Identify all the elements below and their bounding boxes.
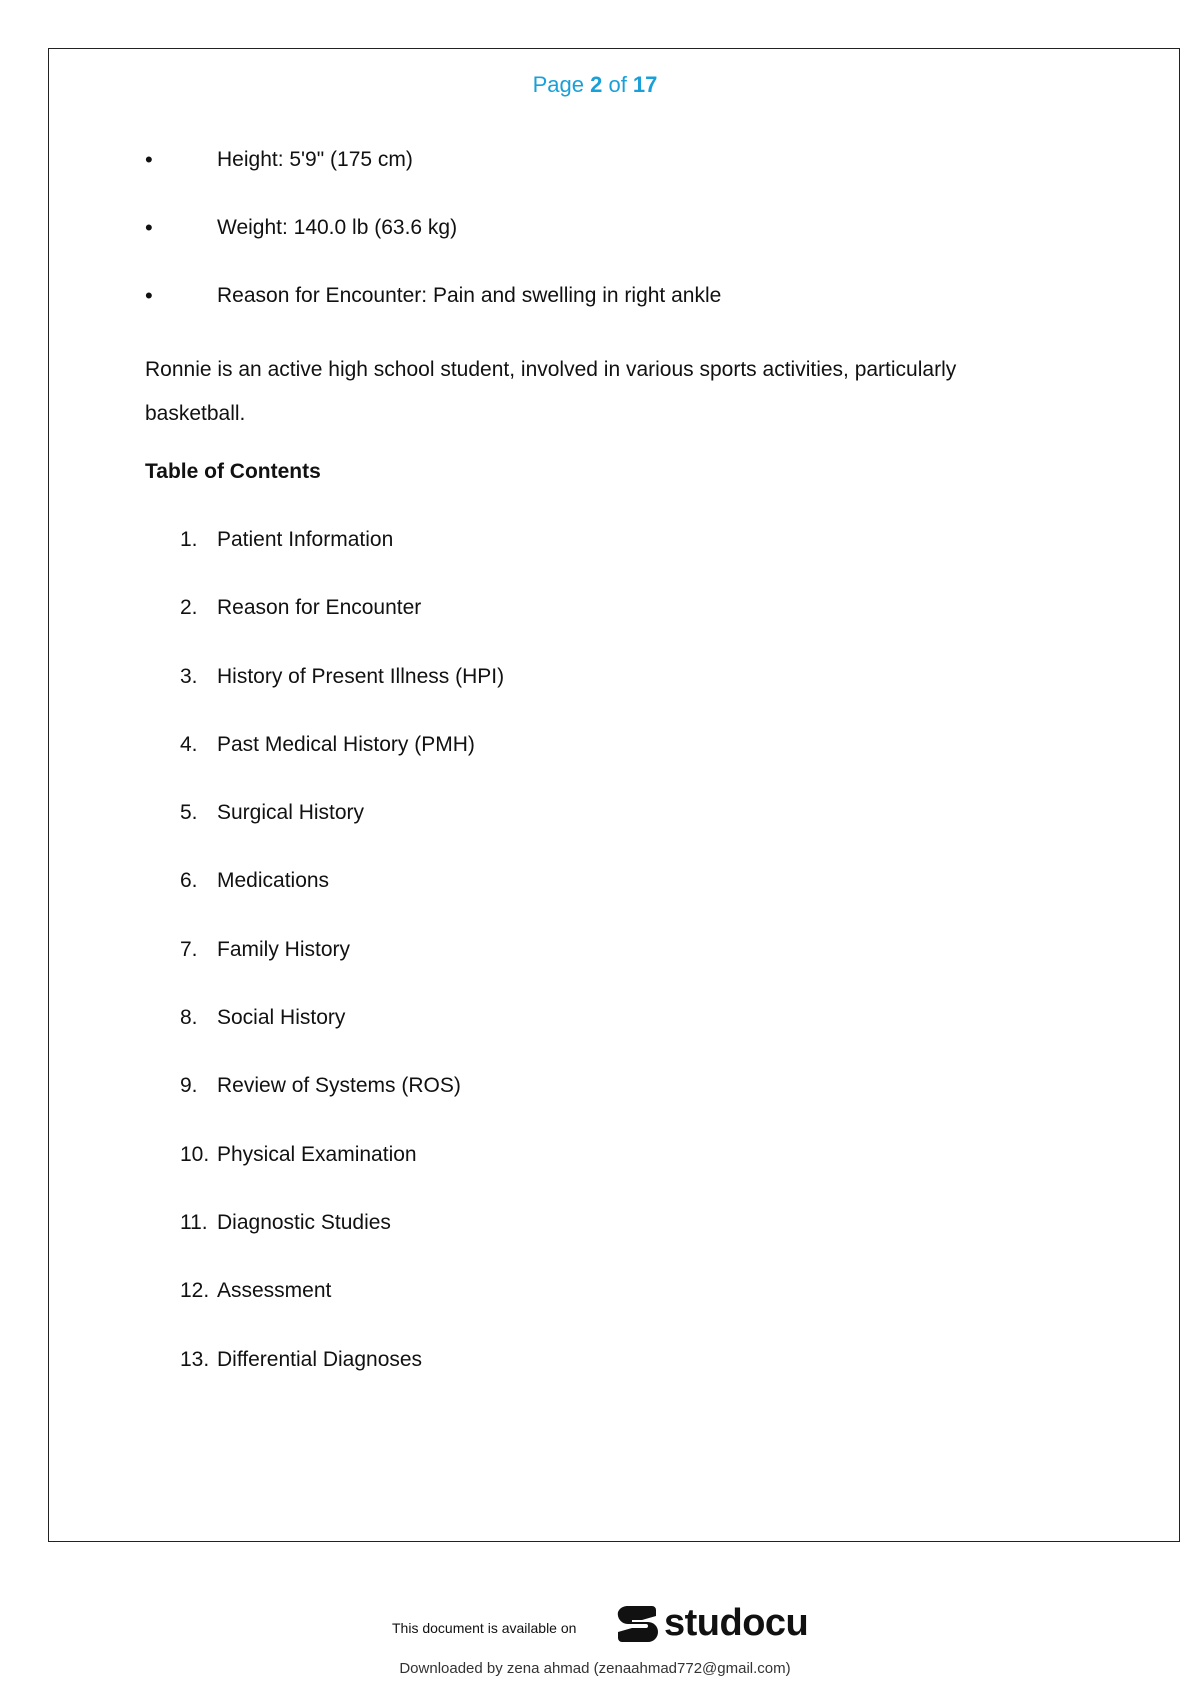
bullet-text: Height: 5'9" (175 cm) [217, 148, 413, 171]
toc-item-number: 6. [180, 869, 198, 893]
footer-downloaded-text: Downloaded by zena ahmad (zenaahmad772@gmail.com) [399, 1660, 791, 1677]
page-total: 17 [632, 72, 658, 97]
toc-item-number: 9. [180, 1074, 198, 1098]
toc-item-label: Past Medical History (PMH) [217, 732, 475, 756]
toc-item-number: 11. [180, 1210, 208, 1234]
toc-item-label: Diagnostic Studies [217, 1210, 391, 1234]
bullet-dot: • [145, 283, 153, 308]
page-of: of [602, 72, 633, 97]
toc-item [180, 869, 504, 937]
toc-item-label: Reason for Encounter [217, 596, 422, 620]
toc-item-label: Physical Examination [217, 1142, 417, 1166]
toc-item-number: 12. [180, 1279, 210, 1303]
toc-item-number: 2. [180, 596, 198, 620]
page-number [0, 72, 1190, 98]
toc-item-number: 7. [180, 937, 198, 961]
toc-item [180, 1143, 504, 1211]
studocu-logo-icon[interactable] [612, 1602, 660, 1650]
toc-item-label: Family History [217, 937, 351, 961]
toc-item-number: 1. [180, 528, 198, 551]
bullet-dot: • [145, 215, 153, 240]
toc-item-number: 13. [180, 1347, 210, 1371]
toc-item-label: Assessment [217, 1279, 332, 1303]
studocu-brand[interactable]: studocu [664, 1602, 809, 1644]
toc-item-label: Differential Diagnoses [217, 1347, 423, 1371]
toc-item [180, 938, 504, 1006]
toc-item-label: Review of Systems (ROS) [217, 1074, 461, 1098]
bullet-item-weight [145, 213, 457, 243]
toc-heading: Table of Contents [145, 460, 321, 483]
toc-item-number: 4. [180, 732, 198, 756]
toc-item-number: 8. [180, 1006, 198, 1030]
toc-item [180, 1006, 504, 1074]
toc-item [180, 1279, 504, 1347]
toc-list [180, 528, 504, 1416]
toc-item-label: Social History [217, 1006, 346, 1030]
toc-item [180, 733, 504, 801]
studocu-footer [0, 1598, 1190, 1658]
bullet-text: Weight: 140.0 lb (63.6 kg) [217, 216, 458, 239]
toc-item-number: 3. [180, 664, 198, 688]
toc-item [180, 1348, 504, 1416]
toc-item-label: History of Present Illness (HPI) [217, 664, 505, 688]
toc-item-label: Surgical History [217, 801, 365, 825]
toc-item-label: Medications [217, 869, 330, 893]
bullet-item-reason [145, 281, 721, 311]
bullet-dot: • [145, 147, 153, 172]
toc-item [180, 596, 504, 664]
footer-available-text: This document is available on [392, 1620, 577, 1636]
toc-item [180, 665, 504, 733]
toc-item [180, 1074, 504, 1142]
toc-item-label: Patient Information [217, 528, 394, 551]
toc-item [180, 801, 504, 869]
toc-item-number: 5. [180, 801, 198, 825]
toc-item [180, 1211, 504, 1279]
bullet-item-height [145, 145, 413, 175]
toc-item [180, 528, 504, 596]
page-prefix: Page [532, 72, 591, 97]
intro-paragraph: Ronnie is an active high school student, involved in various sports activities, particularly basketball. [145, 358, 957, 425]
toc-item-number: 10. [180, 1142, 210, 1166]
bullet-text: Reason for Encounter: Pain and swelling in right ankle [217, 284, 722, 307]
page-current: 2 [590, 72, 603, 97]
